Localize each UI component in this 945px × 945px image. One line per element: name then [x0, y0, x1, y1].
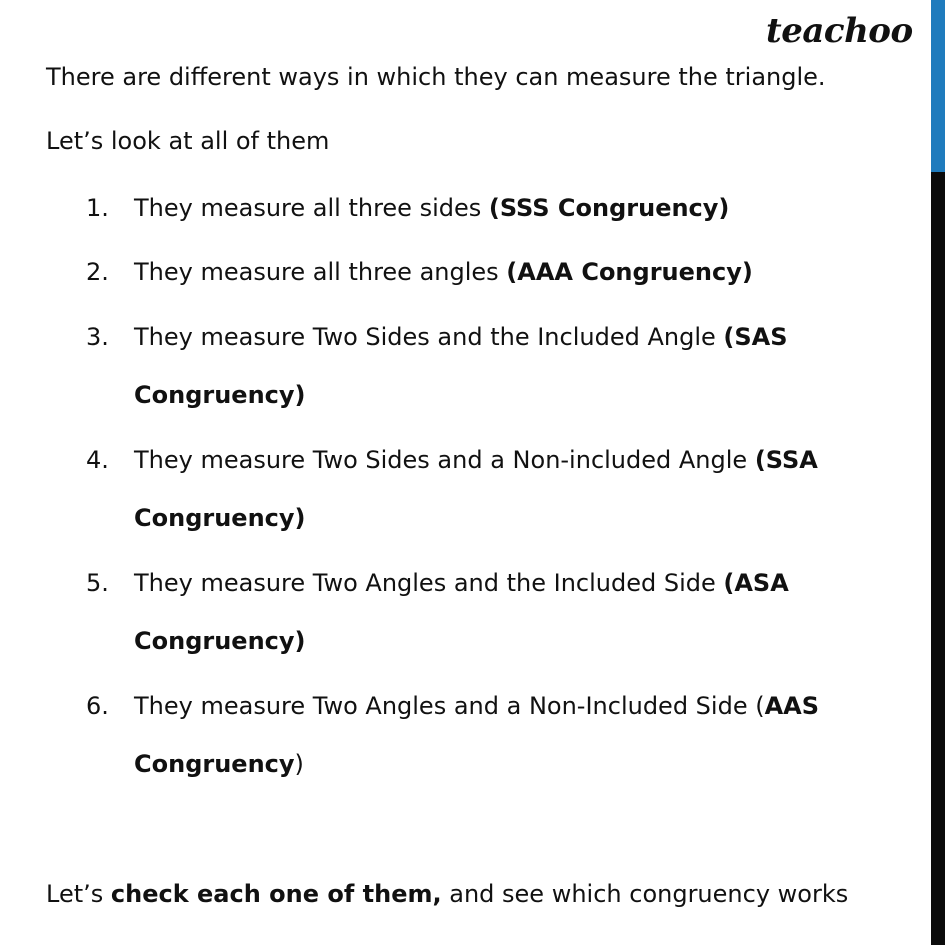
- item-bold: (SAS: [723, 323, 788, 351]
- item-bold: (SSA: [754, 446, 818, 474]
- teachoo-logo: teachoo: [766, 11, 913, 51]
- item-text: They measure all three sides: [134, 194, 489, 222]
- item-line: [134, 692, 819, 720]
- item-text: They measure Two Angles and the Included Side: [134, 569, 724, 597]
- item-number: 4.: [86, 446, 109, 474]
- item-bold: Congruency): [134, 504, 306, 532]
- lead-text: Let’s look at all of them: [46, 127, 330, 155]
- item-bold: (AAA Congruency): [506, 258, 753, 286]
- sidebar-accent-blue: [931, 0, 945, 172]
- closing-text: [46, 880, 848, 909]
- sidebar-accent-black: [931, 172, 945, 945]
- item-continuation: [134, 504, 306, 532]
- item-text: They measure Two Sides and a Non-included Angle: [134, 446, 755, 474]
- item-continuation: [134, 627, 306, 655]
- intro-text: There are different ways in which they can measure the triangle.: [46, 63, 826, 91]
- closing-prefix: Let’s: [46, 880, 111, 908]
- item-line: [134, 569, 789, 597]
- item-bold: (ASA: [723, 569, 789, 597]
- closing-suffix: and see which congruency works: [441, 880, 849, 908]
- item-number: 3.: [86, 323, 109, 351]
- item-tail: ): [294, 750, 304, 778]
- item-bold: Congruency: [134, 750, 295, 778]
- item-text: They measure all three angles: [134, 258, 507, 286]
- item-bold: Congruency): [134, 627, 306, 655]
- closing-bold: check each one of them,: [110, 880, 442, 908]
- item-line: [134, 323, 788, 351]
- item-number: 6.: [86, 692, 109, 720]
- item-line: [134, 258, 753, 286]
- item-bold: AAS: [764, 692, 820, 720]
- item-number: 2.: [86, 258, 109, 286]
- item-number: 5.: [86, 569, 109, 597]
- item-text: They measure Two Angles and a Non-Included Side (: [134, 692, 765, 720]
- item-line: [134, 194, 729, 222]
- item-line: [134, 446, 818, 474]
- item-continuation: [134, 750, 304, 778]
- item-bold: Congruency): [134, 381, 306, 409]
- item-text: They measure Two Sides and the Included Angle: [134, 323, 724, 351]
- item-bold: (SSS Congruency): [488, 194, 730, 222]
- item-continuation: [134, 381, 306, 409]
- item-number: 1.: [86, 194, 109, 222]
